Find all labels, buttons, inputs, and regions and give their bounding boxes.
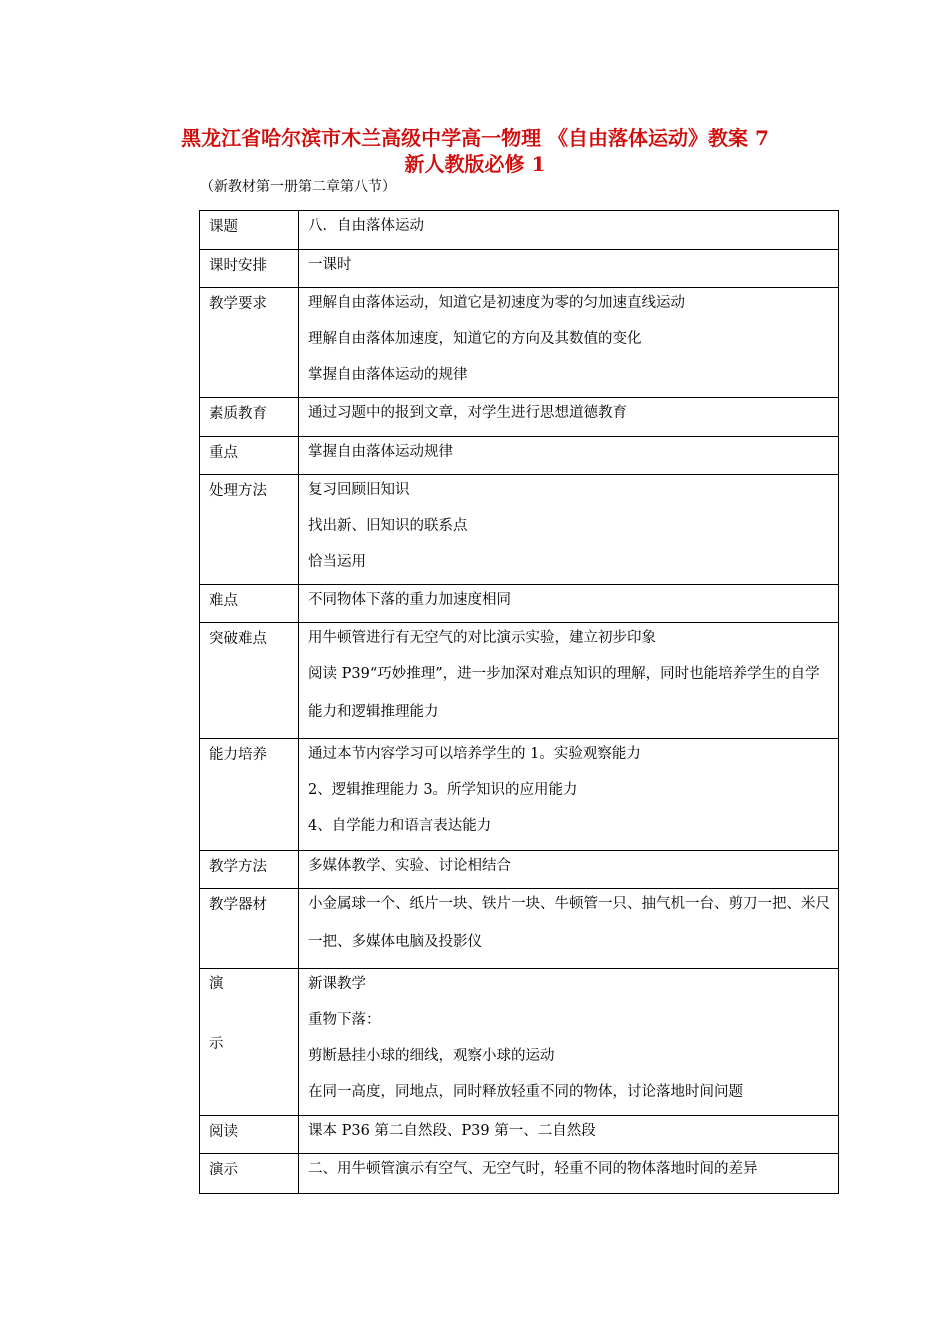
lesson-plan-table (199, 210, 839, 1194)
document-title-line-1: 黑龙江省哈尔滨市木兰高级中学高一物理 《自由落体运动》教案 7 (181, 126, 769, 150)
document-title-line-2: 新人教版必修 1 (404, 152, 546, 176)
table-row (200, 1154, 839, 1194)
table-row (200, 437, 839, 475)
row-label: 突破难点 (200, 623, 299, 739)
row-content (299, 1154, 839, 1194)
content-line: 在同一高度，同地点，同时释放轻重不同的物体，讨论落地时间问题 (308, 1084, 743, 1100)
label-line: 示 (209, 1036, 224, 1052)
content-line: 八．自由落体运动 (308, 218, 424, 234)
table-row (200, 623, 839, 739)
table-row (200, 889, 839, 969)
row-label: 教学方法 (200, 851, 299, 889)
content-line: 不同物体下落的重力加速度相同 (308, 592, 511, 608)
row-label: 难点 (200, 585, 299, 623)
content-line: 新课教学 (308, 976, 366, 992)
row-content (299, 585, 839, 623)
row-content (299, 398, 839, 437)
label-line: 演 (209, 976, 224, 992)
content-line: 一课时 (308, 257, 352, 273)
row-content (299, 437, 839, 475)
table-row (200, 250, 839, 288)
row-label: 课题 (200, 211, 299, 250)
content-line: 理解自由落体加速度，知道它的方向及其数值的变化 (308, 331, 642, 347)
content-line: 4、自学能力和语言表达能力 (308, 818, 492, 834)
row-content (299, 211, 839, 250)
row-label: 演示 (200, 1154, 299, 1194)
row-label (200, 969, 299, 1116)
table-row (200, 288, 839, 398)
row-content (299, 475, 839, 585)
row-label: 能力培养 (200, 739, 299, 851)
row-label: 教学要求 (200, 288, 299, 398)
row-content (299, 739, 839, 851)
content-line: 小金属球一个、纸片一块、铁片一块、牛顿管一只、抽气机一台、剪刀一把、米尺一把、多媒体电脑及投影仪 (308, 896, 830, 950)
row-label: 处理方法 (200, 475, 299, 585)
content-line: 课本 P36 第二自然段、P39 第一、二自然段 (308, 1123, 596, 1139)
content-line: 掌握自由落体运动规律 (308, 444, 453, 460)
content-line: 阅读 P39“巧妙推理”，进一步加深对难点知识的理解，同时也能培养学生的自学能力和逻辑推理能力 (308, 666, 820, 720)
row-content (299, 889, 839, 969)
table-row (200, 585, 839, 623)
content-line: 复习回顾旧知识 (308, 482, 410, 498)
row-label: 阅读 (200, 1116, 299, 1154)
row-content (299, 1116, 839, 1154)
row-content (299, 288, 839, 398)
content-line: 剪断悬挂小球的细线，观察小球的运动 (308, 1048, 555, 1064)
content-line: 掌握自由落体运动的规律 (308, 367, 468, 383)
content-line: 找出新、旧知识的联系点 (308, 518, 468, 534)
row-content (299, 623, 839, 739)
table-row (200, 851, 839, 889)
content-line: 多媒体教学、实验、讨论相结合 (308, 858, 511, 874)
content-line: 重物下落： (308, 1012, 381, 1028)
content-line: 二、用牛顿管演示有空气、无空气时，轻重不同的物体落地时间的差异 (308, 1161, 758, 1177)
table-row (200, 211, 839, 250)
row-label: 教学器材 (200, 889, 299, 969)
content-line: 恰当运用 (308, 554, 366, 570)
table-row (200, 475, 839, 585)
content-line: 理解自由落体运动，知道它是初速度为零的匀加速直线运动 (308, 295, 685, 311)
content-line: 2、逻辑推理能力 3。所学知识的应用能力 (308, 782, 578, 798)
document-subtitle: （新教材第一册第二章第八节） (200, 179, 396, 195)
content-line: 通过本节内容学习可以培养学生的 1。实验观察能力 (308, 746, 641, 762)
row-label: 重点 (200, 437, 299, 475)
content-line: 用牛顿管进行有无空气的对比演示实验，建立初步印象 (308, 630, 656, 646)
table-row (200, 1116, 839, 1154)
row-content (299, 250, 839, 288)
row-label: 素质教育 (200, 398, 299, 437)
table-row (200, 969, 839, 1116)
table-row (200, 398, 839, 437)
row-content (299, 969, 839, 1116)
table-row (200, 739, 839, 851)
content-line: 通过习题中的报到文章，对学生进行思想道德教育 (308, 405, 627, 421)
row-label: 课时安排 (200, 250, 299, 288)
row-content (299, 851, 839, 889)
